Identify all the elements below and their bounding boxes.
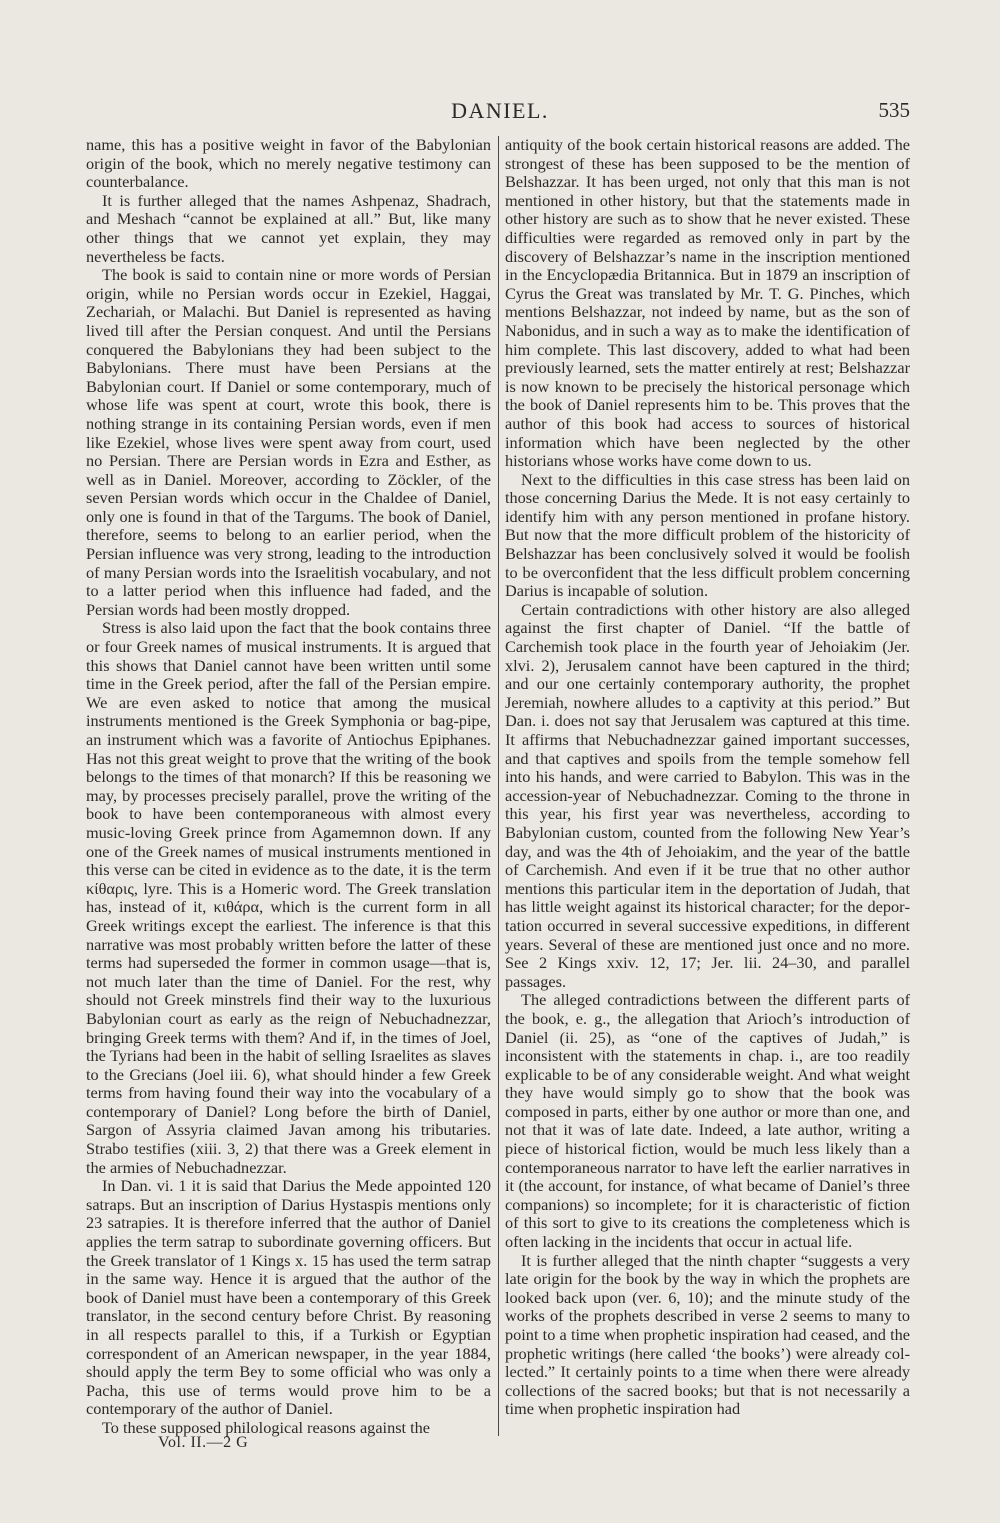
paragraph: antiquity of the book certain historical reasons are added. The strongest of these has been supposed to be the mention of Belshazzar. It has been urged, not only that this man is not mentioned in other history, but that the statements made in other history are such as to show that he never existed. These difficulties were regarded as removed only in part by the discovery of Belshazzar’s name in the inscription mentioned in the Encyclopædia Britannica. But in 1879 an inscription of Cyrus the Great was translated by Mr. T. G. Pinches, which mentions Belshazzar, not indeed by name, but as the son of Nabonidus, and in such a way as to make the identification of him complete. This last discovery, added to what had been previously learned, sets the matter entirely at rest; Belshazzar is now known to be precisely the historical personage which the book of Daniel represents him to be. This proves that the author of this book had access to sources of historical information which have been neglected by the other historians whose works have come down to us. <box>505 135 910 471</box>
column-rule <box>498 136 499 1436</box>
paragraph: The alleged contradictions between the different parts of the book, e. g., the allegation that Arioch’s introduction of Daniel (ii. 25), as “one of the captives of Judah,” is inconsistent with the statements in chap. i., are too readily explicable to be of any considerable weight. And what weight they have would simply go to show that the book was composed in parts, either by one author or more than one, and not that it was of late date. Indeed, a late author, writing a piece of historical fiction, would be much less likely than a contemporaneous narrator to have left the earlier narratives in it (the account, for instance, of what became of Daniel’s three companions) so incomplete; for it is characteristic of fiction of this sort to give to its creations the completeness which is often lacking in the incidents that occur in actual life. <box>505 990 910 1252</box>
running-title: DANIEL. <box>451 98 549 123</box>
paragraph: In Dan. vi. 1 it is said that Darius the Mede appointed 120 satraps. But an inscription of Darius Hystaspis mentions only 23 satrapies. It is therefore inferred that the author of Daniel applies the term satrap to subordinate governing officers. But the Greek translator of 1 Kings x. 15 has used the term satrap in the same way. Hence it is argued that the author of the book of Daniel must have been a contemporary of this Greek translator, in the second century before Christ. By reasoning in all respects parallel to this, if a Turkish or Egyptian correspondent of an American newspaper, in the year 1884, should apply the term Bey to some official who was only a Pacha, this use of terms would prove him to be a contemporary of the author of Daniel. <box>86 1176 491 1419</box>
signature-mark: Vol. II.—2 G <box>158 1434 249 1451</box>
paragraph: Certain contradictions with other history are also alleged against the first chapter of Daniel. “If the battle of Carchemish took place in the fourth year of Jehoiakim (Jer. xlvi. 2), Jerusalem cannot have been captured in the third; and our one certainly contemporary authority, the prophet Jeremiah, nowhere alludes to a captivity at this period.” But Dan. i. does not say that Jerusalem was captured at this time. It affirms that Nebuchadnezzar gained important successes, and that captives and spoils from the temple somehow fell into his hands, and were carried to Babylon. This was in the accession-year of Nebuchadnezzar. Coming to the throne in this year, his first year was nevertheless, according to Babylonian custom, counted from the following New Year’s day, and was the 4th of Jehoiakim, and the year of the battle of Carchemish. And even if it be true that no other author mentions this particular item in the deportation of Judah, that has little weight against its historical character; for the deportation occurred in several successive expeditions, in different years. Several of these are mentioned just once and no more. See 2 Kings xxiv. 12, 17; Jer. lii. 24–30, and parallel passages. <box>505 599 910 991</box>
paragraph: To these supposed philological reasons against the <box>102 1417 431 1437</box>
paragraph: name, this has a positive weight in favor of the Babylonian origin of the book, which no merely negative testimony can counterbalance. <box>86 135 491 192</box>
paragraph: Next to the difficulties in this case stress has been laid on those concerning Darius the Mede. It is not easy certainly to identify him with any person mentioned in profane history. But now that the more difficult problem of the historicity of Belshazzar has been conclusively solved it would be foolish to be overconfident that the less difficult problem concerning Darius is incapable of solution. <box>505 469 910 601</box>
running-head <box>0 98 1000 128</box>
paragraph: It is further alleged that the names Ashpenaz, Shadrach, and Meshach “cannot be explained at all.” But, like many other things that we cannot yet explain, they may nevertheless be facts. <box>86 190 491 266</box>
paragraph: The book is said to contain nine or more words of Persian origin, while no Persian words occur in Ezekiel, Haggai, Zechariah, or Malachi. But Daniel is represented as having lived till after the Persian conquest. And until the Persians conquered the Babylonians they had been subject to the Babylonians. There must have been Persians at the Babylonian court. If Daniel or some contemporary, much of whose life was spent at court, wrote this book, there is nothing strange in its containing Persian words, even if men like Ezekiel, whose lives were spent away from court, used no Persian. There are Persian words in Ezra and Esther, as well as in Daniel. Moreover, according to Zöckler, of the seven Persian words which occur in the Chaldee of Daniel, only one is found in that of the Targums. The book of Daniel, therefore, seems to belong to an earlier period, when the Persian influence was very strong, leading to the introduction of many Persian words into the Israelitish vocabulary, and not to a latter period when this influence had faded, and the Persian words had been mostly dropped. <box>86 265 491 619</box>
paragraph: It is further alleged that the ninth chapter “suggests a very late origin for the book by the way in which the prophets are looked back upon (ver. 6, 10); and the minute study of the works of the prophets described in verse 2 seems to many to point to a time when prophetic inspiration had ceased, and the prophetic writings (here called ‘the books’) were already collected.” It certainly points to a time when there were already collections of the sacred books; but that is not necessarily a time when prophetic inspiration had <box>505 1250 910 1419</box>
left-column <box>86 136 491 1438</box>
page-number: 535 <box>878 98 910 122</box>
paragraph: Stress is also laid upon the fact that the book contains three or four Greek names of musical instruments. It is argued that this shows that Daniel cannot have been written until some time in the Greek period, after the fall of the Persian empire. We are even asked to notice that among the musical instruments mentioned is the Greek Symphonia or bag-pipe, an instrument which was a favorite of Antiochus Epiphanes. Has not this great weight to prove that the writing of the book belongs to the times of that monarch? If this be reasoning we may, by processes precisely parallel, prove the writing of the book to have been contemporaneous with almost every music-loving Greek prince from Agamemnon down. If any one of the Greek names of musical instruments mentioned in this verse can be cited in evidence as to the date, it is the term κίθαρις, lyre. This is a Homeric word. The Greek translation has, instead of it, κιθάρα, which is the current form in all Greek writings except the earliest. The inference is that this narrative was most probably written before the latter of these terms had superseded the former in common usage—that is, not much later than the time of Daniel. For the rest, why should not Greek minstrels find their way to the luxurious Babylonian court as early as the reign of Nebuchadnezzar, bringing Greek terms with them? And if, in the times of Joel, the Tyrians had been in the habit of selling Israelites as slaves to the Grecians (Joel iii. 6), what should hinder a few Greek terms from having found their way into the vocabulary of a contemporary of Daniel? Long before the birth of Daniel, Sargon of Assyria claimed Javan among his tributaries. Strabo testifies (xiii. 3, 2) that there was a Greek element in the armies of Nebuchadnezzar. <box>86 618 491 1177</box>
right-column <box>505 136 910 1419</box>
